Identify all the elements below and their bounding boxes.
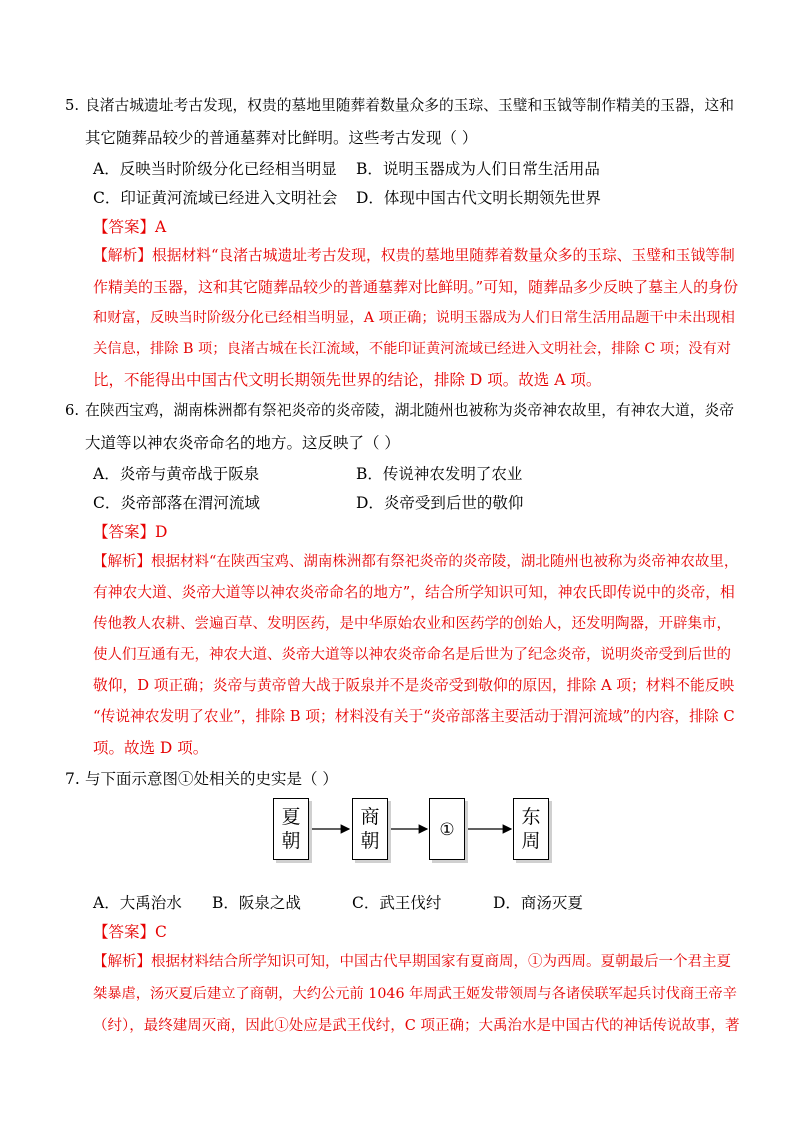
q6-analysis-line: 有神农大道、炎帝大道等以神农炎帝命名的地方”，结合所学知识可知，神农氏即传说中的炎帝，相 xyxy=(93,584,735,601)
q6-stem-line1: 6. 在陕西宝鸡，湖南株洲都有祭祀炎帝的炎帝陵，湖北随州也被称为炎帝神农故里，有神农大道，炎帝 xyxy=(65,402,734,419)
q6-analysis-line: 敬仰，D 项正确；炎帝与黄帝曾大战于阪泉并不是炎帝受到敬仰的原因，排除 A 项；材料不能反映 xyxy=(93,677,735,694)
q6-option-d: D．炎帝受到后世的敬仰 xyxy=(356,494,524,512)
q6-option-b: B．传说神农发明了农业 xyxy=(356,465,523,483)
q5-answer: 【答案】A xyxy=(93,218,167,236)
q5-option-a: A．反映当时阶级分化已经相当明显 xyxy=(93,160,337,178)
q7-option-a: A．大禹治水 xyxy=(93,894,182,912)
q7-option-c: C．武王伐纣 xyxy=(352,894,442,912)
q7-stem: 7. 与下面示意图①处相关的史实是（ ） xyxy=(65,770,338,788)
diagram-box-blank: ① xyxy=(429,798,465,860)
q6-number: 6. xyxy=(65,402,80,419)
q5-analysis-line: 关信息，排除 B 项；良渚古城在长江流域，不能印证黄河流域已经进入文明社会，排除 C 项；没有对 xyxy=(93,341,731,357)
q7-analysis-line: 【解析】根据材料结合所学知识可知，中国古代早期国家有夏商周，①为西周。夏朝最后一个君主夏 xyxy=(93,954,731,970)
q5-analysis-line: 【解析】根据材料“良渚古城遗址考古发现，权贵的墓地里随葬着数量众多的玉琮、玉璧和玉钺等制 xyxy=(93,247,735,264)
diagram-box-dongzhou: 东 周 xyxy=(513,798,549,860)
diagram-box-xia: 夏 朝 xyxy=(273,798,309,860)
q6-analysis-line: 项。故选 D 项。 xyxy=(93,739,209,757)
q6-option-c: C．炎帝部落在渭河流域 xyxy=(93,494,260,512)
q7-answer: 【答案】C xyxy=(93,923,167,941)
q6-stem-line2: 大道等以神农炎帝命名的地方。这反映了（ ） xyxy=(85,434,400,452)
q5-analysis-line: 比，不能得出中国古代文明长期领先世界的结论，排除 D 项。故选 A 项。 xyxy=(93,371,602,389)
q6-analysis-line: 传他教人农耕、尝遍百草、发明医药，是中华原始农业和医药学的创始人，还发明陶器，开辟集市， xyxy=(93,616,731,632)
q7-option-d: D．商汤灭夏 xyxy=(493,894,583,912)
q7-analysis-line: 桀暴虐，汤灭夏后建立了商朝，大约公元前 1046 年周武王姬发带领周与各诸侯联军起兵讨伐商王帝辛 xyxy=(93,986,737,1002)
q6-analysis-line: 使人们互通有无，神农大道、炎帝大道等以神农炎帝命名是后世为了纪念炎帝，说明炎帝受到后世的 xyxy=(93,647,731,663)
q7-option-b: B．阪泉之战 xyxy=(212,894,301,912)
q5-stem-line1: 5. 良渚古城遗址考古发现，权贵的墓地里随葬着数量众多的玉琮、玉璧和玉钺等制作精美的玉器，这和 xyxy=(65,97,734,114)
q5-analysis-line: 作精美的玉器，这和其它随葬品较少的普通墓葬对比鲜明。”可知，随葬品多少反映了墓主人的身份 xyxy=(93,278,739,296)
q5-number: 5. xyxy=(65,97,80,114)
q6-analysis-line: 【解析】根据材料“在陕西宝鸡、湖南株洲都有祭祀炎帝的炎帝陵，湖北随州也被称为炎帝神农故里， xyxy=(93,554,739,570)
q5-option-b: B．说明玉器成为人们日常生活用品 xyxy=(356,160,600,178)
q5-analysis-line: 和财富，反映当时阶级分化已经相当明显，A 项正确；说明玉器成为人们日常生活用品题干中未出现相 xyxy=(93,310,735,326)
q7-analysis-line: （纣），最终建周灭商，因此①处应是武王伐纣，C 项正确；大禹治水是中国古代的神话传说故事，著 xyxy=(93,1018,740,1034)
q5-option-c: C．印证黄河流域已经进入文明社会 xyxy=(93,189,338,207)
q6-analysis-line: “传说神农发明了农业”，排除 B 项；材料没有关于“炎帝部落主要活动于渭河流域”的内容，排除 C xyxy=(93,708,735,725)
q5-option-d: D．体现中国古代文明长期领先世界 xyxy=(356,189,601,207)
diagram-box-shang: 商 朝 xyxy=(352,798,388,860)
q7-number: 7. xyxy=(65,770,80,788)
q5-stem-line2: 其它随葬品较少的普通墓葬对比鲜明。这些考古发现（ ） xyxy=(85,129,478,147)
q6-answer: 【答案】D xyxy=(93,523,168,541)
q6-option-a: A．炎帝与黄帝战于阪泉 xyxy=(93,465,260,483)
